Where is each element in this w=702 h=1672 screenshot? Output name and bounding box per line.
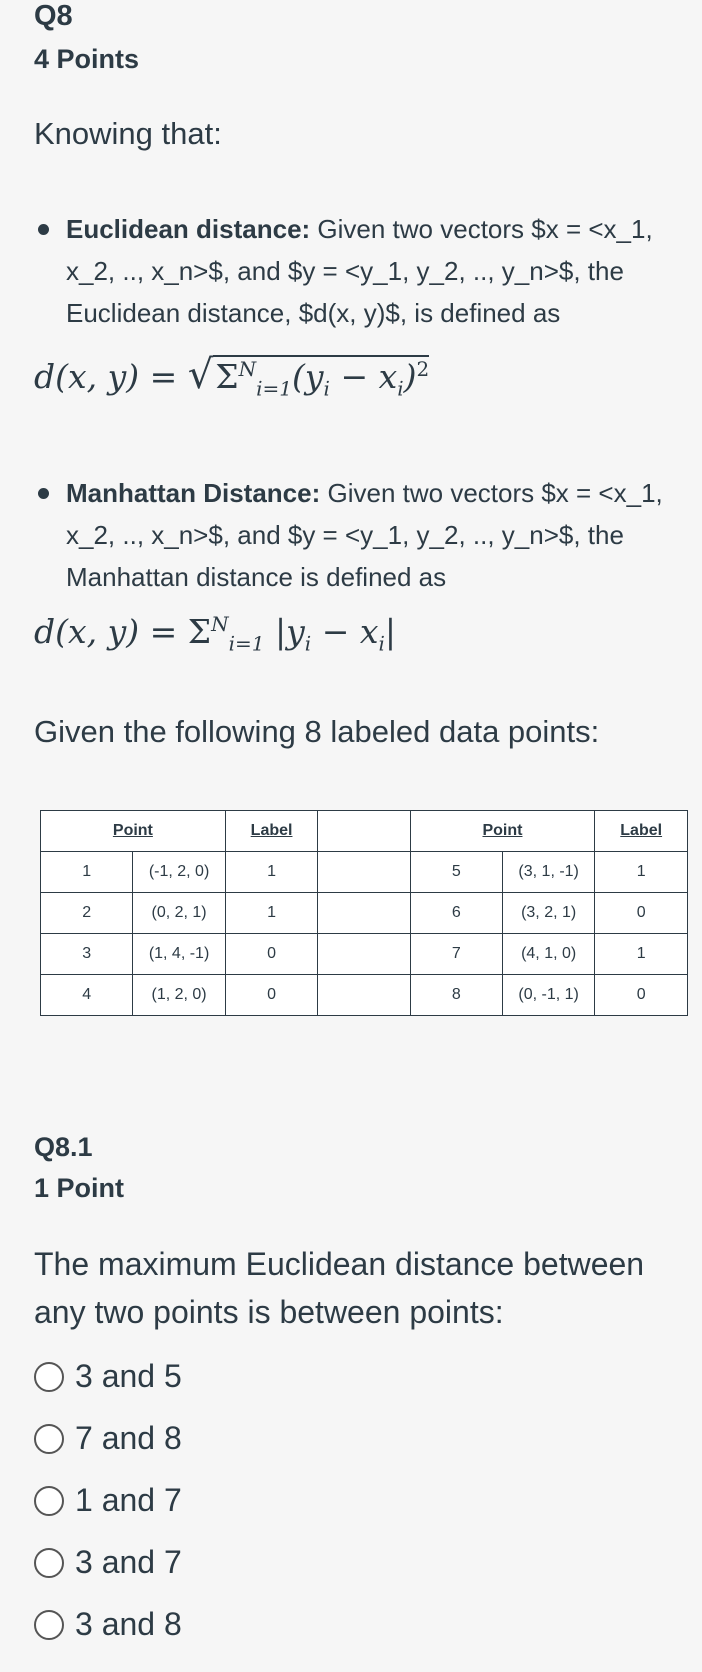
euclidean-formula: d(x, $y) = √\Sigma^N_{i=1}(y_i - x_i)^2$ (34, 352, 430, 401)
question-title: Q8 (34, 0, 73, 32)
option-1-and-7[interactable] (34, 1482, 182, 1519)
table-row (41, 975, 688, 1016)
header-label-right: Label (595, 811, 688, 852)
radio-button[interactable] (34, 1424, 64, 1454)
header-point-left: Point (41, 811, 226, 852)
euclidean-text: Given two vectors $x = <x_1, x_2, .., x_n>$, and $y = <y_1, y_2, .., y_n>$, the Euclidean distance, $d(x, y)$, is defined as (66, 214, 653, 328)
option-label: 7 and 8 (75, 1420, 182, 1456)
radio-button[interactable] (34, 1486, 64, 1516)
cell-point: (4, 1, 0) (502, 934, 594, 975)
option-3-and-7[interactable] (34, 1544, 182, 1581)
cell-point: (0, 2, 1) (133, 893, 225, 934)
question-points: 4 Points (34, 44, 140, 74)
option-7-and-8[interactable] (34, 1420, 182, 1457)
cell-point: (1, 2, 0) (133, 975, 225, 1016)
option-label: 3 and 7 (75, 1544, 182, 1580)
option-label: 3 and 5 (75, 1358, 182, 1394)
cell-blank (318, 975, 410, 1016)
euclidean-definition (66, 208, 686, 334)
cell-id: 2 (41, 893, 133, 934)
cell-point: (-1, 2, 0) (133, 852, 225, 893)
cell-id: 8 (410, 975, 502, 1016)
cell-label: 0 (225, 975, 318, 1016)
manhattan-formula: d(x, $y) = \Sigma^N_{i=1}$ $|y_i - x_i|$ (34, 612, 396, 656)
data-points-table (40, 810, 688, 1016)
cell-blank (318, 934, 410, 975)
option-3-and-5[interactable] (34, 1358, 182, 1395)
cell-label: 1 (225, 852, 318, 893)
table-header-row (41, 811, 688, 852)
table-row (41, 893, 688, 934)
euclidean-term: Euclidean distance: (66, 214, 311, 244)
manhattan-text: Given two vectors $x = <x_1, x_2, .., x_n>$, and $y = <y_1, y_2, .., y_n>$, the Manhattan distance is defined as (66, 478, 663, 592)
cell-id: 6 (410, 893, 502, 934)
cell-label: 1 (225, 893, 318, 934)
cell-label: 0 (595, 975, 688, 1016)
cell-point: (3, 1, -1) (502, 852, 594, 893)
subquestion-prompt: The maximum Euclidean distance between any two points is between points: (34, 1246, 645, 1330)
cell-id: 1 (41, 852, 133, 893)
cell-blank (318, 893, 410, 934)
cell-id: 4 (41, 975, 133, 1016)
option-label: 3 and 8 (75, 1606, 182, 1642)
manhattan-definition (66, 472, 686, 598)
cell-point: (3, 2, 1) (502, 893, 594, 934)
cell-point: (0, -1, 1) (502, 975, 594, 1016)
radio-button[interactable] (34, 1548, 64, 1578)
intro-text: Knowing that: (34, 116, 222, 151)
header-blank (318, 811, 410, 852)
cell-label: 0 (225, 934, 318, 975)
cell-label: 0 (595, 893, 688, 934)
option-3-and-8[interactable] (34, 1606, 182, 1643)
cell-id: 5 (410, 852, 502, 893)
header-label-left: Label (225, 811, 318, 852)
cell-label: 1 (595, 934, 688, 975)
radio-button[interactable] (34, 1362, 64, 1392)
cell-id: 3 (41, 934, 133, 975)
header-point-right: Point (410, 811, 595, 852)
radio-button[interactable] (34, 1610, 64, 1640)
given-text: Given the following 8 labeled data points: (34, 714, 600, 749)
manhattan-term: Manhattan Distance: (66, 478, 321, 508)
cell-point: (1, 4, -1) (133, 934, 225, 975)
table-row (41, 934, 688, 975)
subquestion-title: Q8.1 (34, 1132, 93, 1162)
table-row (41, 852, 688, 893)
cell-label: 1 (595, 852, 688, 893)
subquestion-points: 1 Point (34, 1173, 125, 1203)
cell-id: 7 (410, 934, 502, 975)
cell-blank (318, 852, 410, 893)
option-label: 1 and 7 (75, 1482, 182, 1518)
